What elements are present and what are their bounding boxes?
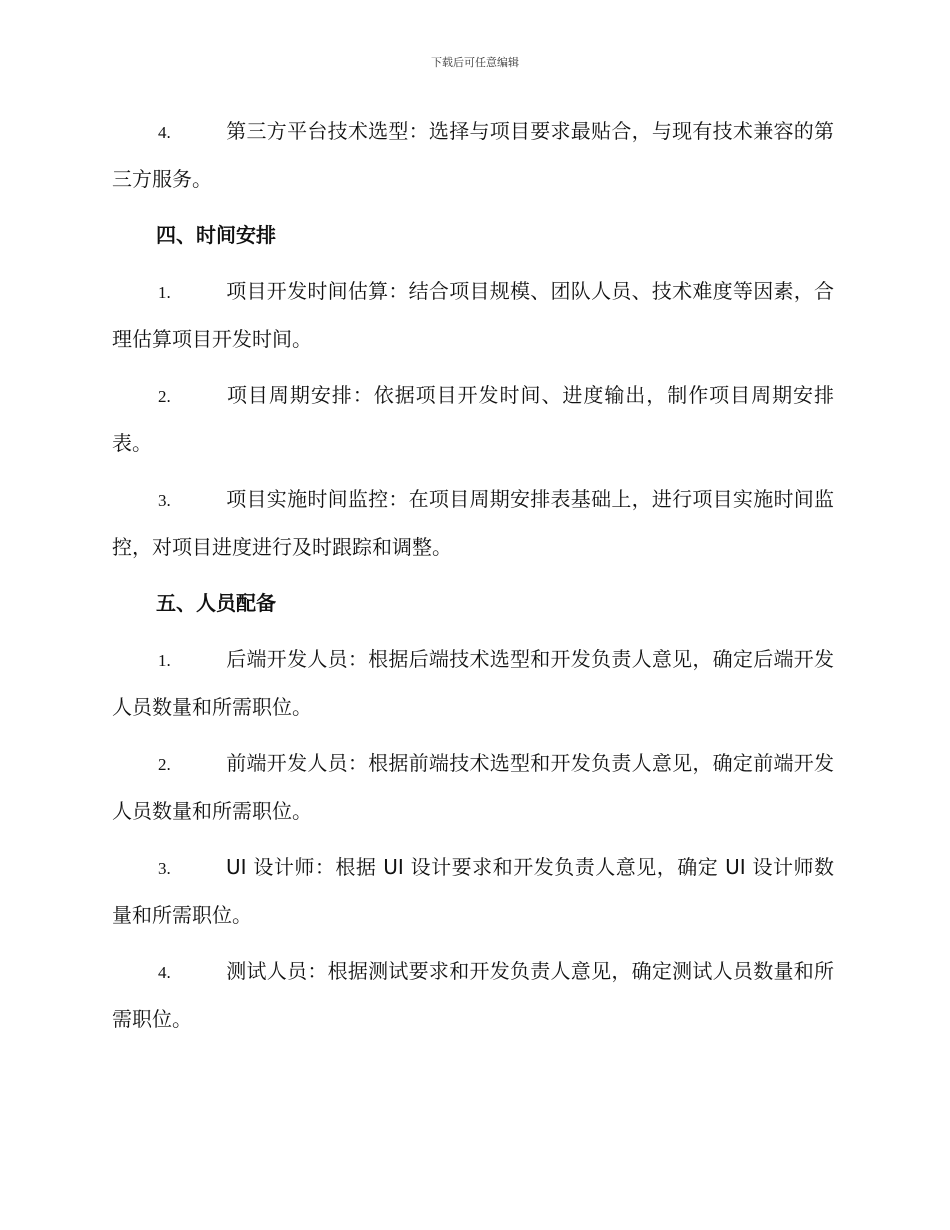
section-heading-schedule: 四、时间安排 <box>156 223 276 247</box>
list-item <box>112 740 834 834</box>
item-number: 1. <box>158 651 171 670</box>
list-item <box>112 636 834 730</box>
item-text: 项目实施时间监控：在项目周期安排表基础上，进行项目实施时间监控，对项目进度进行及时跟踪和调整。 <box>112 487 834 559</box>
item-text: 项目周期安排：依据项目开发时间、进度输出，制作项目周期安排表。 <box>112 383 834 455</box>
item-number: 2. <box>158 387 171 406</box>
item-number: 4. <box>158 963 171 982</box>
item-text: 测试人员：根据测试要求和开发负责人意见，确定测试人员数量和所需职位。 <box>112 959 834 1031</box>
list-item <box>112 268 834 362</box>
item-text: UI 设计师：根据 UI 设计要求和开发负责人意见，确定 UI 设计师数量和所需职位。 <box>112 855 834 927</box>
item-text: 后端开发人员：根据后端技术选型和开发负责人意见，确定后端开发人员数量和所需职位。 <box>112 647 834 719</box>
item-text: 项目开发时间估算：结合项目规模、团队人员、技术难度等因素，合理估算项目开发时间。 <box>112 279 834 351</box>
list-item <box>112 372 834 466</box>
document-body <box>112 108 834 1052</box>
section-heading-staffing: 五、人员配备 <box>156 591 276 615</box>
item-number: 1. <box>158 283 171 302</box>
item-text: 前端开发人员：根据前端技术选型和开发负责人意见，确定前端开发人员数量和所需职位。 <box>112 751 834 823</box>
list-item <box>112 844 834 938</box>
list-item <box>112 476 834 570</box>
item-number: 4. <box>158 123 171 142</box>
list-item <box>112 948 834 1042</box>
item-text: 第三方平台技术选型：选择与项目要求最贴合，与现有技术兼容的第三方服务。 <box>112 119 834 191</box>
item-number: 2. <box>158 755 171 774</box>
list-item <box>112 108 834 202</box>
item-number: 3. <box>158 491 171 510</box>
page-header: 下载后可任意编辑 <box>431 56 519 69</box>
item-number: 3. <box>158 859 171 878</box>
